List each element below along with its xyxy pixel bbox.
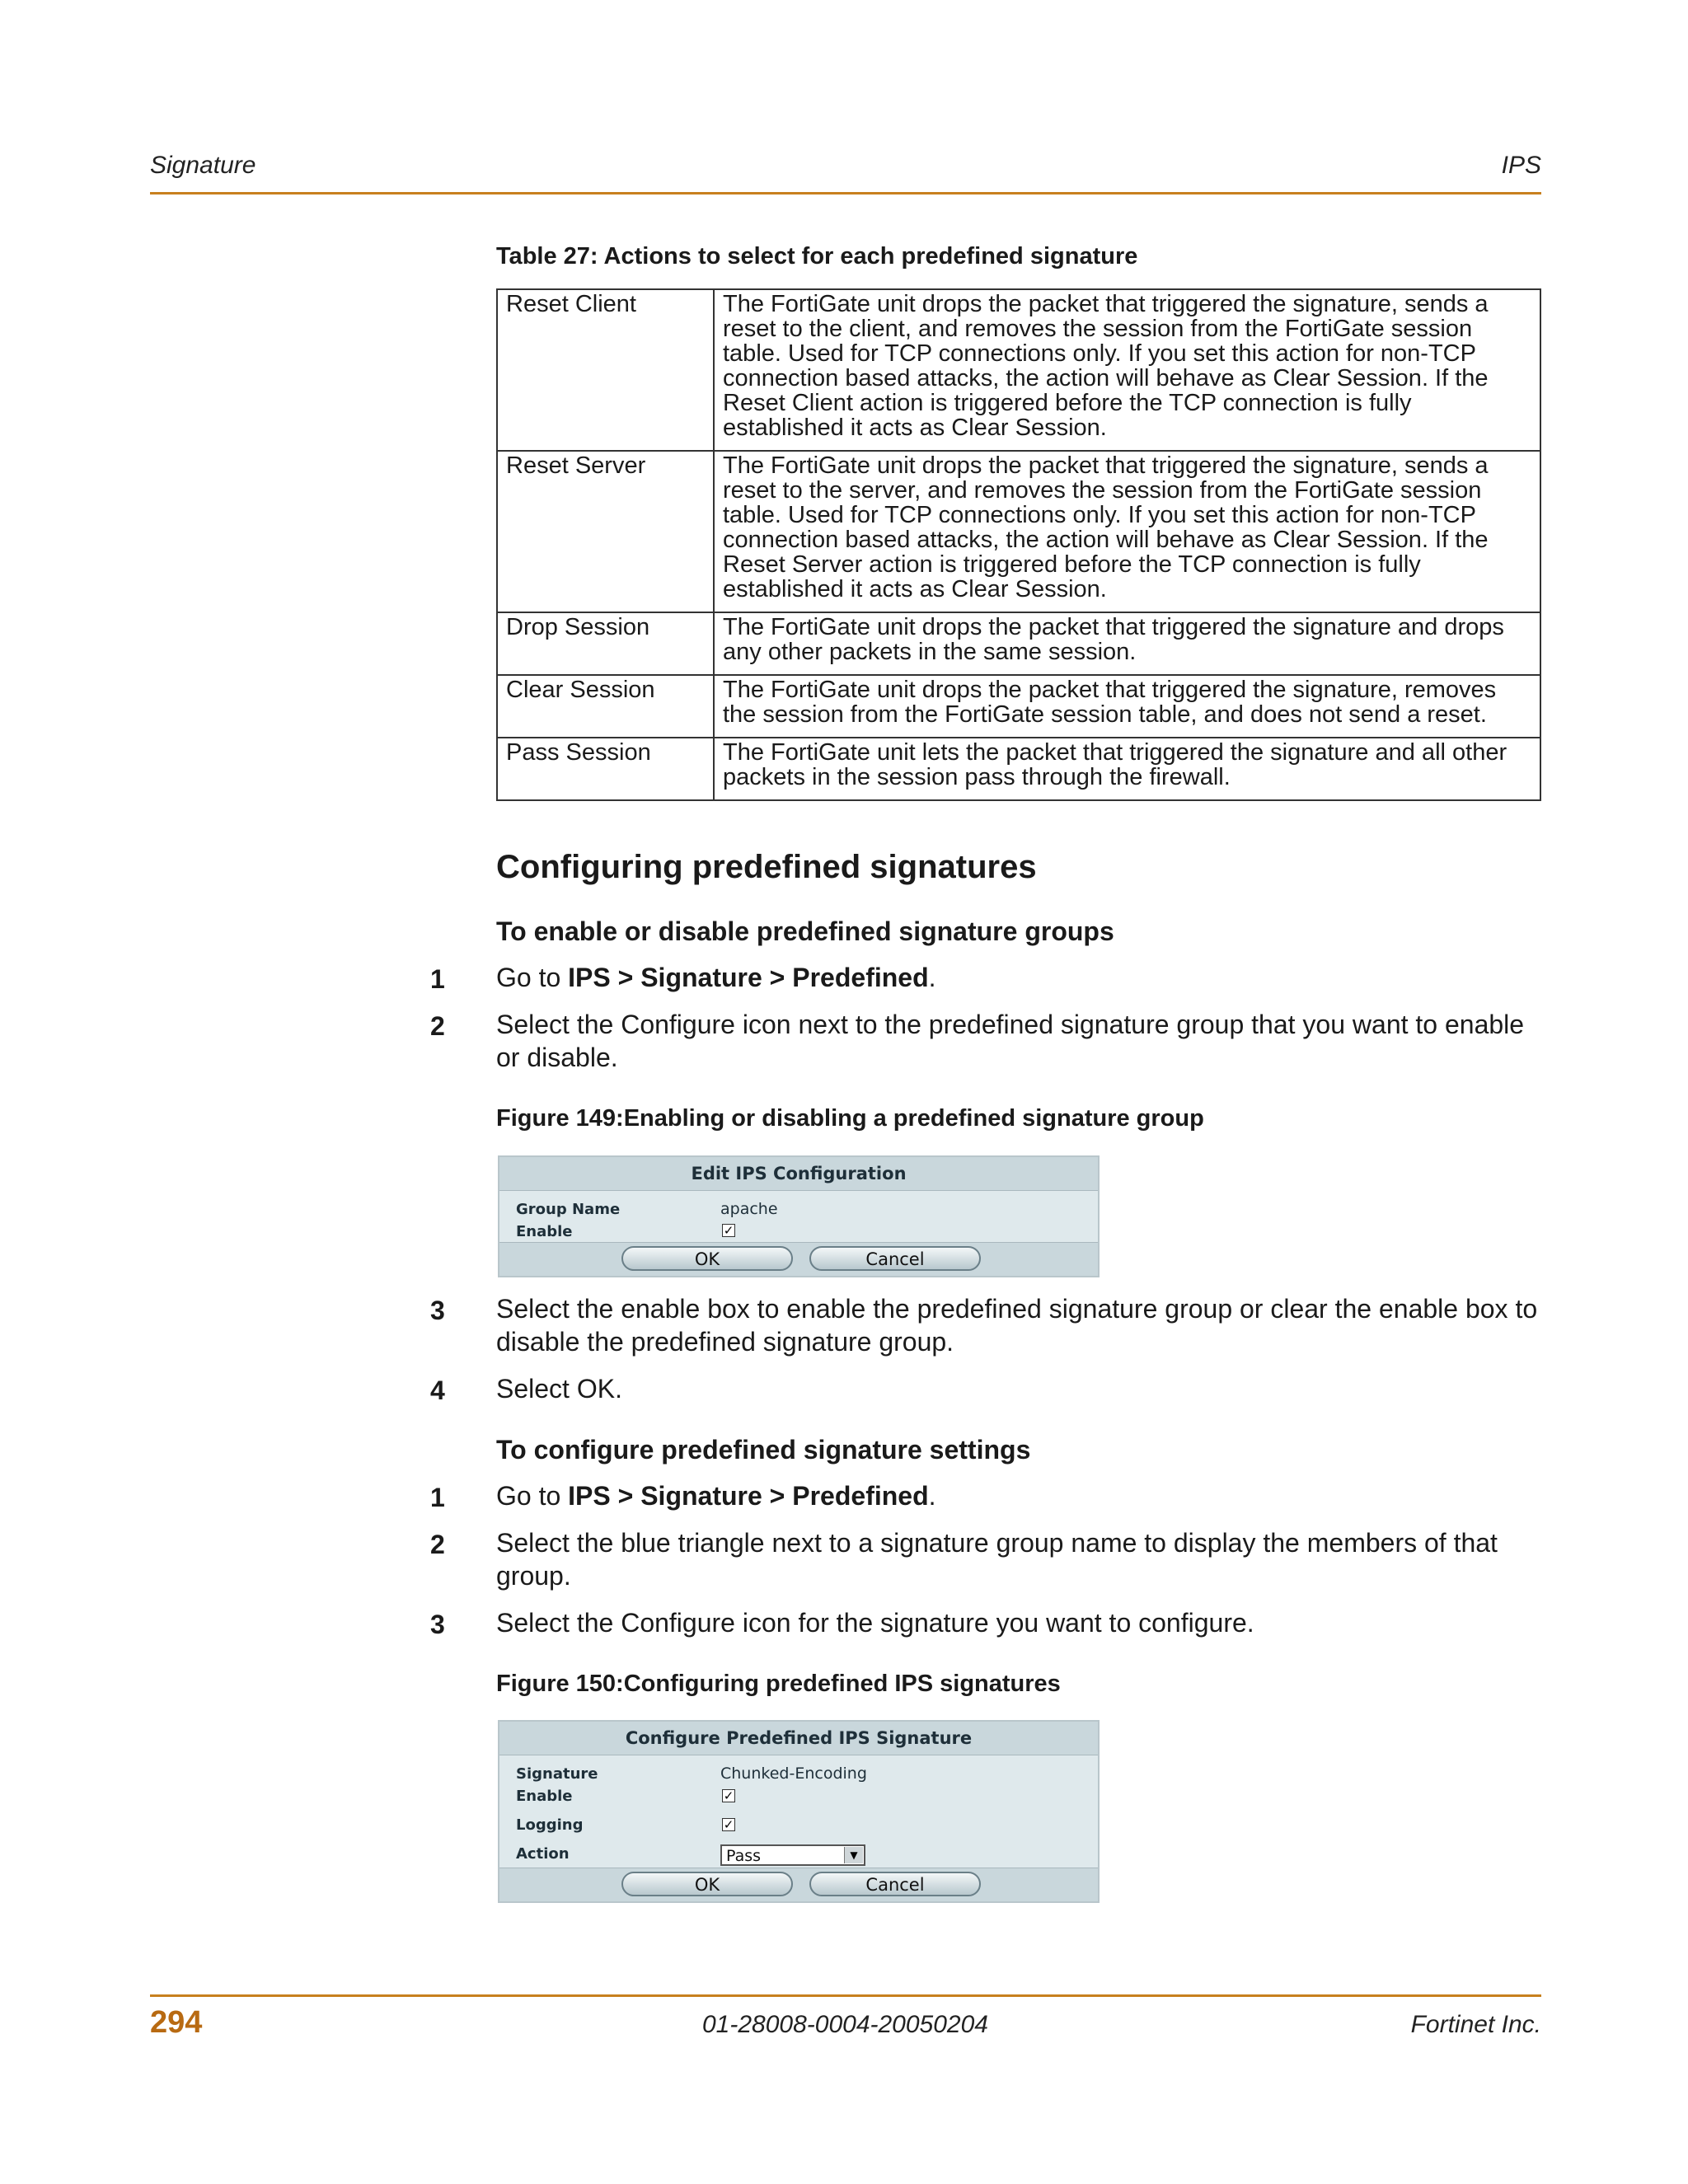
menu-path: IPS > Signature > Predefined — [568, 963, 929, 992]
step-number: 3 — [430, 1610, 445, 1639]
ok-button[interactable]: OK — [621, 1872, 793, 1896]
action-select[interactable] — [720, 1844, 865, 1866]
step-number: 1 — [430, 1483, 445, 1512]
enable-label: Enable — [516, 1223, 573, 1240]
header-chapter-title: IPS — [1501, 152, 1541, 179]
action-select-value: Pass — [726, 1847, 762, 1865]
procedure-heading: To enable or disable predefined signature groups — [496, 916, 1114, 946]
action-description-cell: The FortiGate unit drops the packet that triggered the signature, sends a reset to the server, and removes the session from the FortiGate session table. Used for TCP connections only. If you set this action for non-TCP connection based attacks, the action will behave as Clear Session. If the Reset Server action is triggered before the TCP connection is fully established it acts as Clear Session. — [714, 451, 1540, 612]
edit-ips-configuration-dialog — [498, 1155, 1100, 1277]
figure-caption: Figure 149:Enabling or disabling a predefined signature group — [496, 1105, 1204, 1132]
step-text-prefix: Go to — [496, 963, 569, 992]
table-row — [497, 675, 1540, 738]
action-description-cell: The FortiGate unit lets the packet that triggered the signature and all other packets in the session pass through the firewall. — [714, 738, 1540, 800]
group-name-value: apache — [720, 1200, 778, 1218]
header-section-title: Signature — [150, 152, 256, 179]
ok-button[interactable]: OK — [621, 1246, 793, 1271]
signature-value: Chunked-Encoding — [720, 1765, 867, 1783]
step-text — [496, 961, 1543, 994]
action-row — [499, 1842, 1098, 1870]
step-number: 1 — [430, 964, 445, 994]
dialog-button-bar — [499, 1868, 1098, 1901]
action-name-cell: Reset Client — [497, 289, 714, 451]
dropdown-arrow-icon[interactable]: ▼ — [844, 1847, 863, 1863]
configure-predefined-ips-signature-dialog — [498, 1720, 1100, 1903]
step-text: Select the Configure icon for the signature you want to configure. — [496, 1608, 1254, 1638]
company-name: Fortinet Inc. — [1410, 2011, 1541, 2038]
actions-table — [496, 288, 1541, 801]
table-row — [497, 738, 1540, 800]
page-number: 294 — [150, 2005, 203, 2040]
action-name-cell: Clear Session — [497, 675, 714, 738]
cancel-button[interactable]: Cancel — [809, 1246, 981, 1271]
dialog-title: Edit IPS Configuration — [499, 1157, 1098, 1191]
dialog-button-bar — [499, 1242, 1098, 1276]
menu-path: IPS > Signature > Predefined — [568, 1481, 929, 1511]
step-text: Select the Configure icon next to the predefined signature group that you want to enable or disable. — [496, 1010, 1525, 1072]
enable-checkbox[interactable]: ✓ — [723, 1223, 734, 1238]
logging-checkbox[interactable]: ✓ — [723, 1817, 734, 1832]
action-name-cell: Pass Session — [497, 738, 714, 800]
step-text-suffix: . — [928, 963, 936, 992]
step-text-prefix: Go to — [496, 1481, 569, 1511]
section-title: Configuring predefined signatures — [496, 849, 1037, 885]
document-id: 01-28008-0004-20050204 — [702, 2011, 988, 2038]
figure-caption: Figure 150:Configuring predefined IPS signatures — [496, 1671, 1061, 1697]
action-label: Action — [516, 1845, 570, 1863]
action-description-cell: The FortiGate unit drops the packet that triggered the signature, sends a reset to the client, and removes the session from the FortiGate session table. Used for TCP connections only. If you set this action for non-TCP connection based attacks, the action will behave as Clear Session. If the Reset Client action is triggered before the TCP connection is fully established it acts as Clear Session. — [714, 289, 1540, 451]
procedure-heading: To configure predefined signature settings — [496, 1435, 1031, 1465]
action-description-cell: The FortiGate unit drops the packet that triggered the signature and drops any other packets in the same session. — [714, 612, 1540, 675]
group-name-label: Group Name — [516, 1201, 621, 1218]
signature-label: Signature — [516, 1765, 598, 1783]
table-row — [497, 451, 1540, 612]
action-name-cell: Reset Server — [497, 451, 714, 612]
cancel-button[interactable]: Cancel — [809, 1872, 981, 1896]
step-number: 3 — [430, 1296, 445, 1325]
enable-checkbox[interactable]: ✓ — [723, 1788, 734, 1803]
step-text: Select OK. — [496, 1374, 622, 1404]
footer-rule — [150, 1994, 1541, 1997]
action-description-cell: The FortiGate unit drops the packet that triggered the signature, removes the session from the FortiGate session table, and does not send a reset. — [714, 675, 1540, 738]
table-row — [497, 289, 1540, 451]
step-number: 2 — [430, 1011, 445, 1041]
header-rule — [150, 192, 1541, 194]
step-text-suffix: . — [928, 1481, 936, 1511]
group-name-row — [499, 1196, 1098, 1221]
step-text: Select the enable box to enable the predefined signature group or clear the enable box to disable the predefined signature group. — [496, 1294, 1538, 1357]
dialog-title: Configure Predefined IPS Signature — [499, 1722, 1098, 1755]
step-number: 4 — [430, 1376, 445, 1405]
enable-row — [499, 1786, 1098, 1811]
action-name-cell: Drop Session — [497, 612, 714, 675]
step-text: Select the blue triangle next to a signature group name to display the members of that group. — [496, 1528, 1498, 1591]
step-number: 2 — [430, 1530, 445, 1559]
enable-label: Enable — [516, 1788, 573, 1805]
logging-label: Logging — [516, 1816, 584, 1834]
logging-row — [499, 1811, 1098, 1842]
table-row — [497, 612, 1540, 675]
step-text — [496, 1479, 1543, 1512]
table-caption: Table 27: Actions to select for each predefined signature — [496, 243, 1138, 269]
signature-row — [499, 1760, 1098, 1786]
